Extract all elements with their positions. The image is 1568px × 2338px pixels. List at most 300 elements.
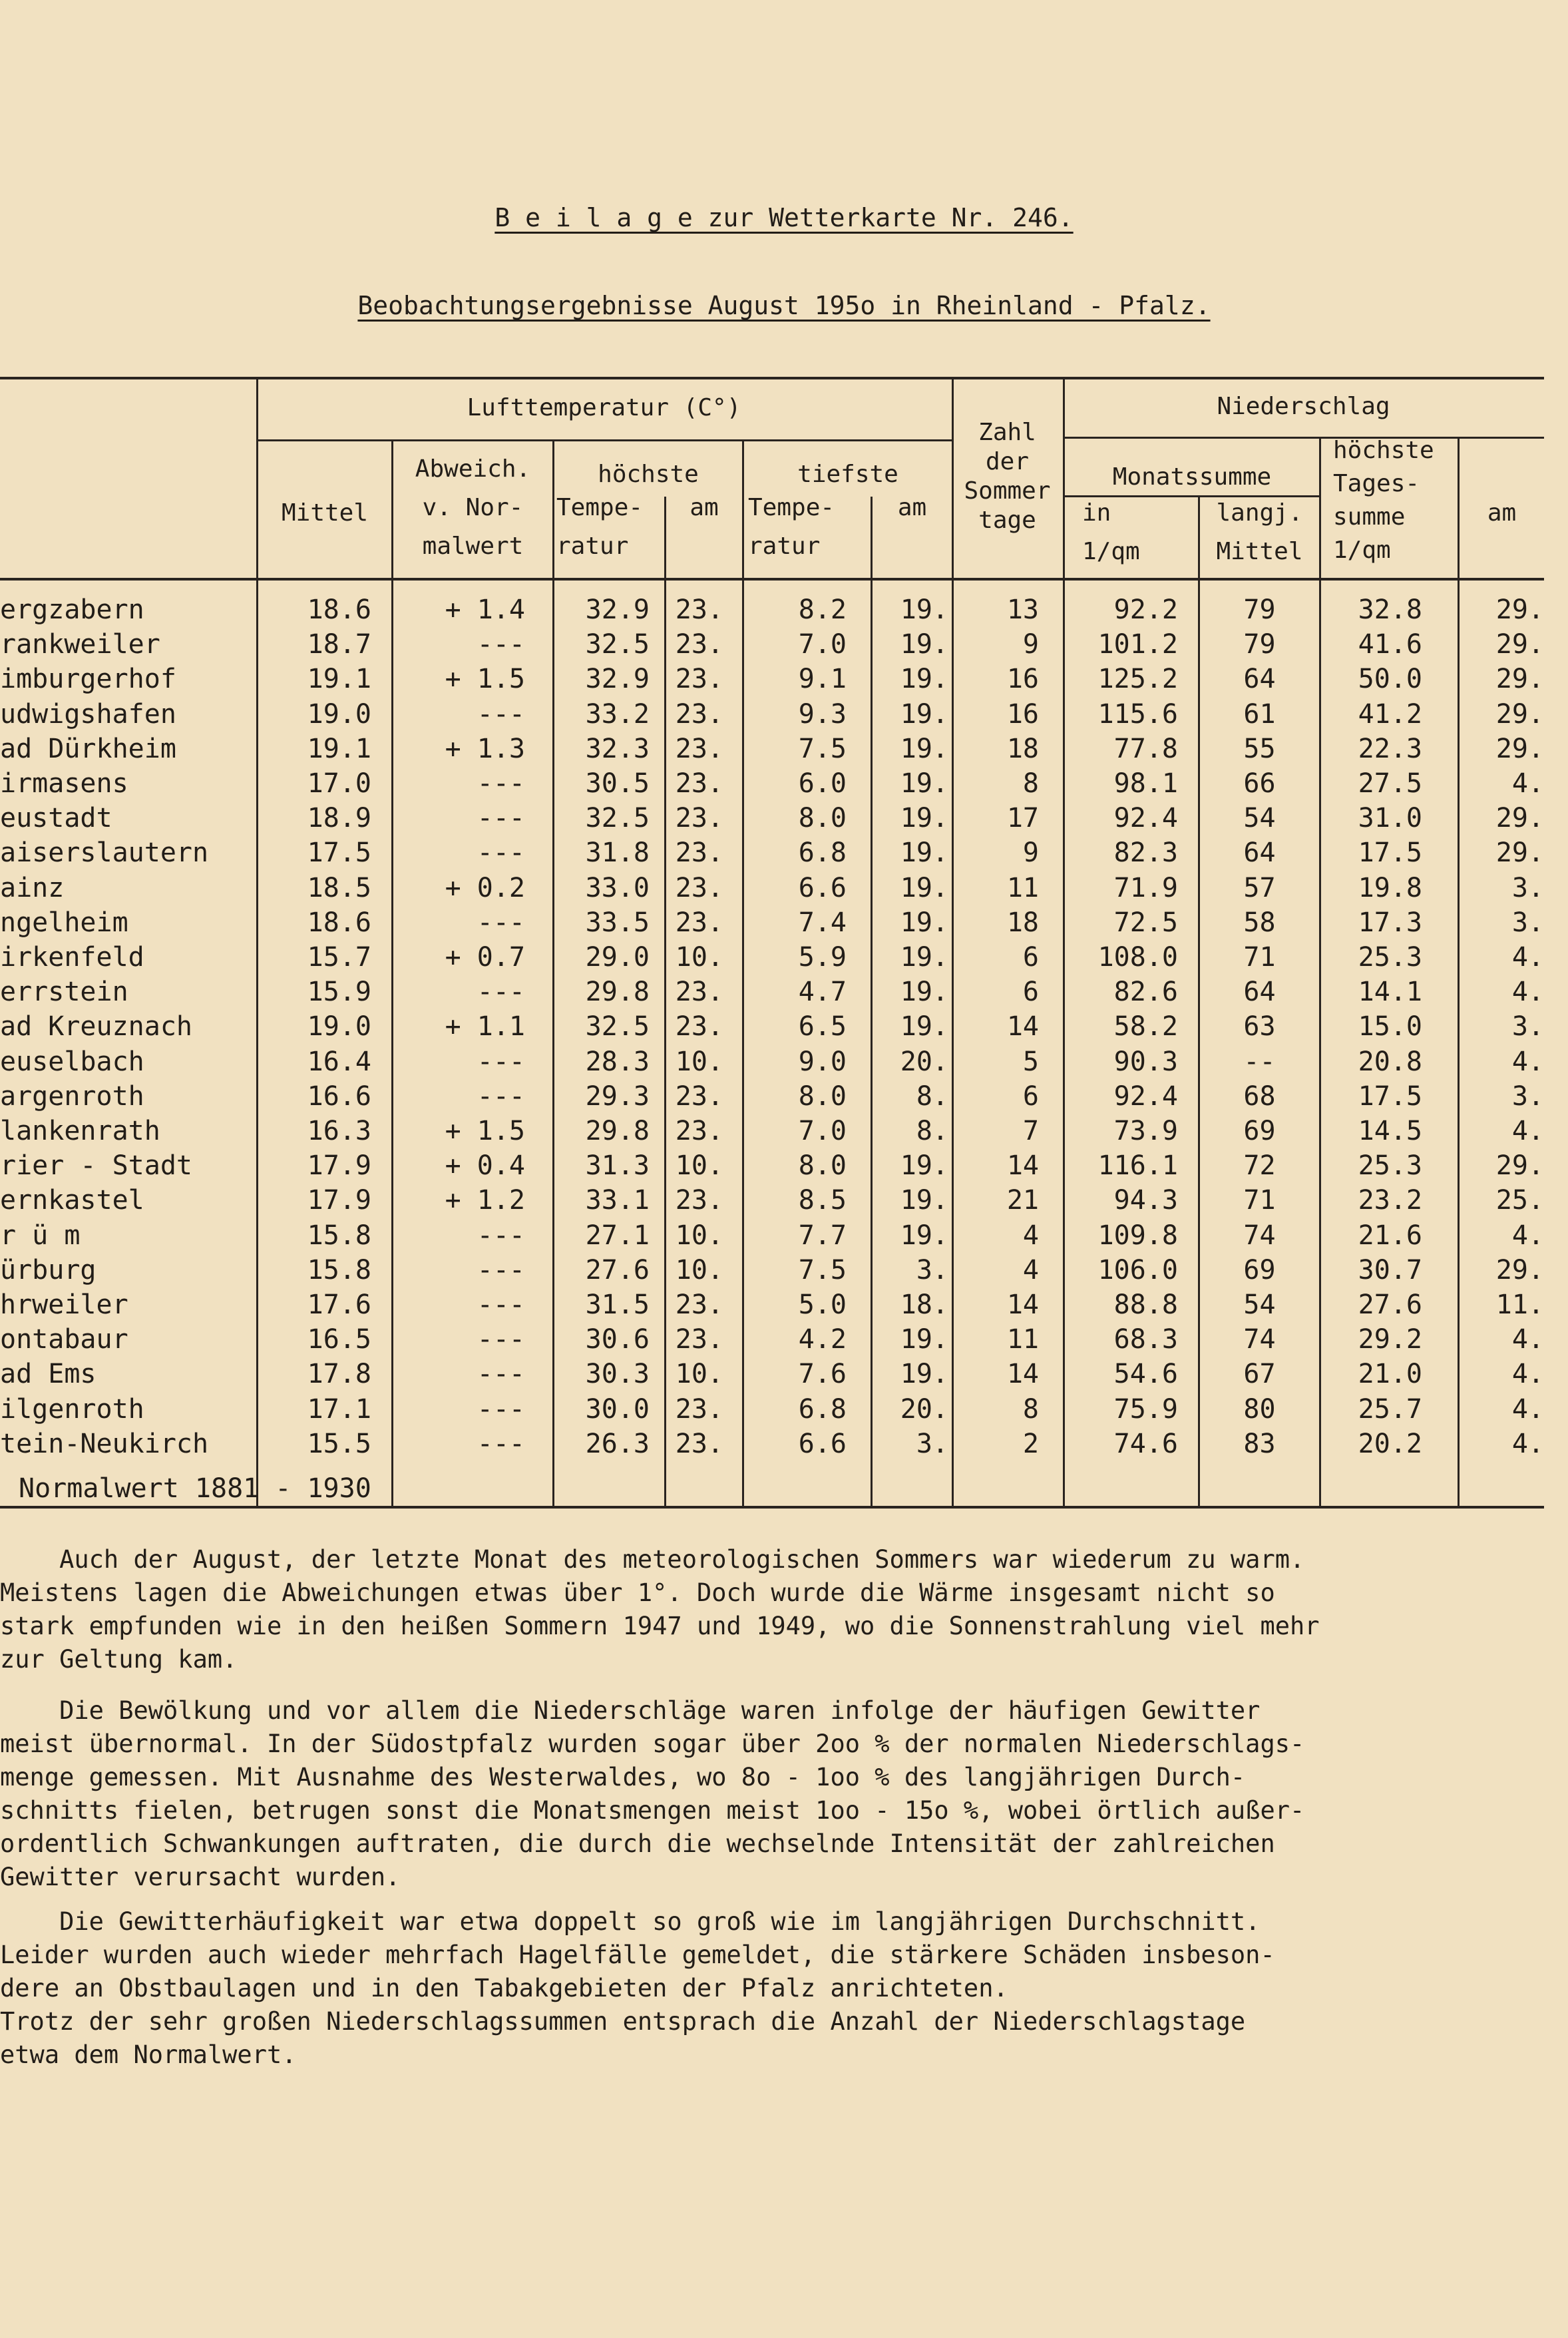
sommertage-value: 9 [1022, 629, 1039, 660]
ns-in-value: 106.0 [1097, 1254, 1178, 1286]
sommertage-value: 2 [1022, 1428, 1039, 1459]
min-am-value: 8. [916, 1080, 948, 1112]
ns-in-value: 73.9 [1113, 1116, 1178, 1146]
ns-in-value: 82.6 [1113, 977, 1178, 1008]
abweich-value: --- [477, 1428, 525, 1459]
min-am-value: 19. [900, 1185, 948, 1216]
max-temp-value: 33.0 [585, 872, 650, 903]
min-am-value: 19. [900, 594, 948, 625]
max-temp-value: 30.0 [585, 1393, 650, 1425]
abweich-value: + 1.5 [445, 664, 525, 695]
abweich-value: --- [477, 803, 525, 834]
normalwert-footnote: Normalwert 1881 - 1930 [19, 1473, 371, 1504]
ns-langj-value: 64 [1243, 837, 1276, 869]
max-am-value: 23. [675, 1011, 723, 1043]
tmax-am-value: 25. [1495, 1185, 1544, 1216]
mittel-value: 17.9 [307, 1185, 371, 1216]
min-temp-value: 8.5 [798, 1185, 847, 1216]
sommertage-value: 4 [1022, 1220, 1039, 1251]
header-ns-in: in 1/qm [1082, 499, 1140, 565]
header-min-temp: Tempe- ratur [748, 494, 835, 560]
mittel-value: 19.1 [307, 664, 371, 695]
sommertage-value: 21 [1006, 1185, 1039, 1216]
mittel-value: 15.9 [307, 977, 371, 1008]
station-name: r ü m [0, 1220, 81, 1251]
sommertage-value: 18 [1006, 733, 1039, 764]
max-temp-value: 30.3 [585, 1359, 650, 1390]
mittel-value: 15.8 [307, 1254, 371, 1286]
min-am-value: 19. [900, 907, 948, 938]
max-temp-value: 32.3 [585, 733, 650, 764]
min-am-value: 19. [900, 1324, 948, 1355]
min-am-value: 3. [916, 1428, 948, 1459]
abweich-value: + 1.2 [445, 1185, 525, 1216]
tmax-am-value: 4. [1511, 1116, 1544, 1146]
ns-langj-value: 66 [1243, 768, 1276, 799]
header-hoechste: höchste [598, 461, 699, 488]
ns-langj-value: 83 [1243, 1428, 1276, 1459]
min-temp-value: 7.6 [798, 1359, 847, 1390]
mittel-value: 18.6 [307, 907, 371, 938]
observation-table [0, 377, 1544, 1509]
ns-in-value: 75.9 [1113, 1393, 1178, 1425]
sommertage-value: 6 [1022, 1080, 1039, 1112]
tmax-value: 27.6 [1358, 1289, 1422, 1320]
ns-langj-value: 80 [1243, 1393, 1276, 1425]
commentary-paragraph: Auch der August, der letzte Monat des meteorologischen Sommers war wiederum zu warm. Meistens lagen die Abweichungen etwas über 1°. Doch wurde die Wärme insgesamt nicht so stark empfunden wie in den heißen Sommern 1947 und 1949, wo die Sonnenstrahlung viel mehr zur Geltung kam. [0, 1545, 1320, 1674]
tmax-value: 20.2 [1358, 1428, 1422, 1459]
ns-in-value: 54.6 [1113, 1359, 1178, 1390]
max-am-value: 10. [675, 1150, 723, 1182]
max-am-value: 23. [675, 698, 723, 730]
header-max-temp: Tempe- ratur [556, 494, 644, 560]
ns-langj-value: 74 [1243, 1220, 1276, 1251]
ns-in-value: 77.8 [1113, 733, 1178, 764]
abweich-value: + 0.4 [445, 1150, 525, 1182]
tmax-am-value: 29. [1495, 837, 1544, 869]
tmax-value: 21.0 [1358, 1359, 1422, 1390]
max-am-value: 23. [675, 768, 723, 799]
tmax-value: 15.0 [1358, 1011, 1422, 1043]
ns-in-value: 115.6 [1097, 698, 1178, 730]
max-am-value: 23. [675, 977, 723, 1008]
niederschlag-rule [1063, 437, 1544, 439]
min-am-value: 19. [900, 837, 948, 869]
max-am-value: 23. [675, 1324, 723, 1355]
station-name: ad Dürkheim [0, 733, 176, 764]
tmax-am-value: 3. [1511, 1011, 1544, 1043]
lufttemperatur-rule [256, 439, 952, 441]
sommertage-value: 14 [1006, 1289, 1039, 1320]
header-hoechste-tagessumme: höchste Tages- summe 1/qm [1333, 437, 1434, 564]
tmax-value: 17.5 [1358, 1080, 1422, 1112]
ns-in-value: 71.9 [1113, 872, 1178, 903]
station-name: ontabaur [0, 1324, 128, 1355]
tmax-value: 41.2 [1358, 698, 1422, 730]
ns-in-value: 94.3 [1113, 1185, 1178, 1216]
sommertage-value: 14 [1006, 1011, 1039, 1043]
tmax-value: 30.7 [1358, 1254, 1422, 1286]
mittel-value: 19.0 [307, 698, 371, 730]
tmax-value: 14.1 [1358, 977, 1422, 1008]
min-temp-value: 7.4 [798, 907, 847, 938]
abweich-value: + 1.4 [445, 594, 525, 625]
header-sommertage: Zahl der Sommer tage [964, 419, 1051, 534]
station-name: tein-Neukirch [0, 1428, 209, 1459]
min-temp-value: 6.6 [798, 872, 847, 903]
tmax-value: 19.8 [1358, 872, 1422, 903]
tmax-am-value: 3. [1511, 1080, 1544, 1112]
tmax-am-value: 4. [1511, 977, 1544, 1008]
abweich-value: + 1.1 [445, 1011, 525, 1043]
ns-langj-value: 72 [1243, 1150, 1276, 1182]
ns-in-value: 116.1 [1097, 1150, 1178, 1182]
sommertage-value: 11 [1006, 1324, 1039, 1355]
tmax-am-value: 3. [1511, 872, 1544, 903]
mittel-value: 16.3 [307, 1116, 371, 1146]
abweich-value: --- [477, 1359, 525, 1390]
max-am-value: 23. [675, 1393, 723, 1425]
mittel-value: 16.4 [307, 1046, 371, 1077]
tmax-am-value: 4. [1511, 942, 1544, 973]
min-temp-value: 4.7 [798, 977, 847, 1008]
station-name: ergzabern [0, 594, 144, 625]
tmax-am-value: 29. [1495, 594, 1544, 625]
abweich-value: --- [477, 1220, 525, 1251]
ns-langj-value: 68 [1243, 1080, 1276, 1112]
min-am-value: 8. [916, 1116, 948, 1146]
min-am-value: 19. [900, 733, 948, 764]
ns-in-value: 90.3 [1113, 1046, 1178, 1077]
tmax-value: 17.3 [1358, 907, 1422, 938]
header-lufttemperatur: Lufttemperatur (C°) [467, 394, 741, 421]
sommertage-value: 13 [1006, 594, 1039, 625]
header-monatssumme: Monatssumme [1112, 463, 1272, 491]
max-am-value: 23. [675, 837, 723, 869]
station-name: imburgerhof [0, 664, 176, 695]
max-am-value: 23. [675, 629, 723, 660]
mittel-value: 15.7 [307, 942, 371, 973]
max-am-value: 23. [675, 1428, 723, 1459]
abweich-value: --- [477, 768, 525, 799]
tmax-value: 25.3 [1358, 942, 1422, 973]
table-top-rule [0, 377, 1544, 379]
sommertage-value: 6 [1022, 942, 1039, 973]
min-am-value: 19. [900, 629, 948, 660]
ns-in-value: 92.4 [1113, 803, 1178, 834]
min-am-value: 19. [900, 872, 948, 903]
header-min-am: am [897, 494, 927, 521]
min-temp-value: 6.6 [798, 1428, 847, 1459]
abweich-value: + 1.5 [445, 1116, 525, 1146]
ns-langj-value: 63 [1243, 1011, 1276, 1043]
abweich-value: --- [477, 1324, 525, 1355]
station-name: rankweiler [0, 629, 160, 660]
mittel-value: 18.9 [307, 803, 371, 834]
ns-in-value: 92.4 [1113, 1080, 1178, 1112]
max-temp-value: 33.5 [585, 907, 650, 938]
abweich-value: --- [477, 629, 525, 660]
min-temp-value: 4.2 [798, 1324, 847, 1355]
abweich-value: --- [477, 1254, 525, 1286]
min-temp-value: 7.5 [798, 733, 847, 764]
abweich-value: --- [477, 977, 525, 1008]
abweich-value: --- [477, 907, 525, 938]
tmax-am-value: 4. [1511, 1046, 1544, 1077]
max-am-value: 23. [675, 1185, 723, 1216]
tmax-value: 14.5 [1358, 1116, 1422, 1146]
max-am-value: 23. [675, 594, 723, 625]
tmax-am-value: 29. [1495, 803, 1544, 834]
min-temp-value: 6.5 [798, 1011, 847, 1043]
station-name: ürburg [0, 1254, 97, 1286]
tmax-value: 22.3 [1358, 733, 1422, 764]
tmax-value: 29.2 [1358, 1324, 1422, 1355]
ns-langj-value: 69 [1243, 1116, 1276, 1146]
min-temp-value: 9.3 [798, 698, 847, 730]
mittel-value: 19.0 [307, 1011, 371, 1043]
max-temp-value: 29.8 [585, 1116, 650, 1146]
min-temp-value: 7.5 [798, 1254, 847, 1286]
station-name: eustadt [0, 803, 112, 834]
station-name: irkenfeld [0, 942, 144, 973]
min-am-value: 19. [900, 698, 948, 730]
tmax-value: 20.8 [1358, 1046, 1422, 1077]
max-temp-value: 33.2 [585, 698, 650, 730]
sommertage-value: 5 [1022, 1046, 1039, 1077]
station-name: ainz [0, 872, 65, 903]
ns-in-value: 88.8 [1113, 1289, 1178, 1320]
max-am-value: 23. [675, 1116, 723, 1146]
tmax-am-value: 4. [1511, 1324, 1544, 1355]
min-temp-value: 8.0 [798, 1150, 847, 1182]
tmax-am-value: 11. [1495, 1289, 1544, 1320]
tmax-am-value: 29. [1495, 1254, 1544, 1286]
station-name: lankenrath [0, 1116, 160, 1146]
mittel-value: 17.0 [307, 768, 371, 799]
tmax-am-value: 29. [1495, 733, 1544, 764]
tmax-am-value: 4. [1511, 768, 1544, 799]
abweich-value: --- [477, 1289, 525, 1320]
min-am-value: 20. [900, 1393, 948, 1425]
ns-in-value: 58.2 [1113, 1011, 1178, 1043]
max-temp-value: 28.3 [585, 1046, 650, 1077]
station-name: ad Kreuznach [0, 1011, 192, 1043]
station-name: rier - Stadt [0, 1150, 192, 1182]
min-am-value: 19. [900, 1359, 948, 1390]
max-am-value: 10. [675, 1046, 723, 1077]
mittel-value: 18.6 [307, 594, 371, 625]
min-am-value: 3. [916, 1254, 948, 1286]
ns-langj-value: 64 [1243, 664, 1276, 695]
min-temp-value: 7.0 [798, 629, 847, 660]
ns-in-value: 125.2 [1097, 664, 1178, 695]
min-am-value: 20. [900, 1046, 948, 1077]
abweich-value: + 1.3 [445, 733, 525, 764]
tmax-value: 23.2 [1358, 1185, 1422, 1216]
ns-in-value: 109.8 [1097, 1220, 1178, 1251]
ns-langj-value: 74 [1243, 1324, 1276, 1355]
tmax-am-value: 29. [1495, 629, 1544, 660]
mittel-value: 17.5 [307, 837, 371, 869]
min-temp-value: 7.0 [798, 1116, 847, 1146]
min-am-value: 19. [900, 1150, 948, 1182]
tmax-am-value: 3. [1511, 907, 1544, 938]
header-ns-langj: langj. Mittel [1216, 499, 1303, 565]
ns-langj-value: 71 [1243, 942, 1276, 973]
sommertage-value: 14 [1006, 1150, 1039, 1182]
ns-langj-value: 57 [1243, 872, 1276, 903]
header-bottom-rule [0, 578, 1544, 581]
max-am-value: 23. [675, 1080, 723, 1112]
abweich-value: --- [477, 698, 525, 730]
max-am-value: 10. [675, 942, 723, 973]
ns-langj-value: 64 [1243, 977, 1276, 1008]
min-am-value: 19. [900, 664, 948, 695]
max-am-value: 10. [675, 1220, 723, 1251]
min-temp-value: 8.2 [798, 594, 847, 625]
tmax-value: 32.8 [1358, 594, 1422, 625]
tmax-value: 25.3 [1358, 1150, 1422, 1182]
min-temp-value: 9.0 [798, 1046, 847, 1077]
station-name: hrweiler [0, 1289, 128, 1320]
abweich-value: --- [477, 837, 525, 869]
max-temp-value: 27.6 [585, 1254, 650, 1286]
min-temp-value: 6.0 [798, 768, 847, 799]
header-tiefste: tiefste [797, 461, 898, 488]
ns-langj-value: 67 [1243, 1359, 1276, 1390]
ns-langj-value: 69 [1243, 1254, 1276, 1286]
max-temp-value: 30.5 [585, 768, 650, 799]
min-temp-value: 9.1 [798, 664, 847, 695]
station-name: irmasens [0, 768, 128, 799]
tmax-value: 50.0 [1358, 664, 1422, 695]
ns-langj-value: -- [1243, 1046, 1276, 1077]
min-temp-value: 5.9 [798, 942, 847, 973]
tmax-am-value: 29. [1495, 664, 1544, 695]
sommertage-value: 7 [1022, 1116, 1039, 1146]
max-am-value: 23. [675, 872, 723, 903]
tmax-am-value: 4. [1511, 1393, 1544, 1425]
min-am-value: 18. [900, 1289, 948, 1320]
tmax-value: 17.5 [1358, 837, 1422, 869]
min-temp-value: 6.8 [798, 837, 847, 869]
max-temp-value: 29.0 [585, 942, 650, 973]
station-name: errstein [0, 977, 128, 1008]
max-temp-value: 32.5 [585, 803, 650, 834]
mittel-value: 16.5 [307, 1324, 371, 1355]
min-am-value: 19. [900, 977, 948, 1008]
station-name: udwigshafen [0, 698, 176, 730]
mittel-value: 15.5 [307, 1428, 371, 1459]
tmax-value: 41.6 [1358, 629, 1422, 660]
min-temp-value: 7.7 [798, 1220, 847, 1251]
mittel-value: 17.8 [307, 1359, 371, 1390]
tmax-am-value: 4. [1511, 1428, 1544, 1459]
max-am-value: 23. [675, 907, 723, 938]
sommertage-value: 8 [1022, 768, 1039, 799]
station-name: ilgenroth [0, 1393, 144, 1425]
min-am-value: 19. [900, 1011, 948, 1043]
ns-in-value: 82.3 [1113, 837, 1178, 869]
min-temp-value: 8.0 [798, 1080, 847, 1112]
min-am-value: 19. [900, 768, 948, 799]
max-am-value: 23. [675, 1289, 723, 1320]
max-temp-value: 29.8 [585, 977, 650, 1008]
ns-langj-value: 79 [1243, 629, 1276, 660]
min-temp-value: 8.0 [798, 803, 847, 834]
max-am-value: 10. [675, 1254, 723, 1286]
max-temp-value: 29.3 [585, 1080, 650, 1112]
abweich-value: + 0.2 [445, 872, 525, 903]
ns-langj-value: 58 [1243, 907, 1276, 938]
commentary-paragraph: Die Gewitterhäufigkeit war etwa doppelt so groß wie im langjährigen Durchschnitt. Leider wurden auch wieder mehrfach Hagelfälle gemeldet, die stärkere Schäden insbeson- dere an Obstbaulagen und in den Tabakgebieten der Pfalz anrichteten. Trotz der sehr großen Niederschlagssummen entsprach die Anzahl der Niederschlagstage etwa dem Normalwert. [0, 1907, 1275, 2069]
station-name: ad Ems [0, 1359, 97, 1390]
tmax-am-value: 29. [1495, 1150, 1544, 1182]
sommertage-value: 16 [1006, 698, 1039, 730]
max-temp-value: 31.8 [585, 837, 650, 869]
max-temp-value: 31.5 [585, 1289, 650, 1320]
tmax-value: 27.5 [1358, 768, 1422, 799]
ns-langj-value: 55 [1243, 733, 1276, 764]
abweich-value: --- [477, 1393, 525, 1425]
sommertage-value: 16 [1006, 664, 1039, 695]
tmax-am-value: 29. [1495, 698, 1544, 730]
mittel-value: 17.6 [307, 1289, 371, 1320]
sommertage-value: 11 [1006, 872, 1039, 903]
ns-langj-value: 71 [1243, 1185, 1276, 1216]
max-temp-value: 32.9 [585, 664, 650, 695]
tmax-value: 31.0 [1358, 803, 1422, 834]
page-title: B e i l a g e zur Wetterkarte Nr. 246. [494, 203, 1074, 232]
station-name: ernkastel [0, 1185, 144, 1216]
sommertage-value: 6 [1022, 977, 1039, 1008]
tmax-value: 21.6 [1358, 1220, 1422, 1251]
max-am-value: 10. [675, 1359, 723, 1390]
mittel-value: 16.6 [307, 1080, 371, 1112]
sommertage-value: 14 [1006, 1359, 1039, 1390]
ns-in-value: 98.1 [1113, 768, 1178, 799]
sommertage-value: 18 [1006, 907, 1039, 938]
min-temp-value: 5.0 [798, 1289, 847, 1320]
ns-in-value: 101.2 [1097, 629, 1178, 660]
min-temp-value: 6.8 [798, 1393, 847, 1425]
ns-in-value: 72.5 [1113, 907, 1178, 938]
max-temp-value: 30.6 [585, 1324, 650, 1355]
ns-langj-value: 79 [1243, 594, 1276, 625]
ns-in-value: 108.0 [1097, 942, 1178, 973]
ns-langj-value: 54 [1243, 1289, 1276, 1320]
station-name: ngelheim [0, 907, 128, 938]
min-am-value: 19. [900, 803, 948, 834]
header-niederschlag: Niederschlag [1217, 393, 1390, 420]
max-am-value: 23. [675, 733, 723, 764]
mittel-value: 19.1 [307, 733, 371, 764]
table-bottom-rule [0, 1506, 1544, 1509]
station-name: euselbach [0, 1046, 144, 1077]
min-am-value: 19. [900, 942, 948, 973]
header-ns-am: am [1487, 499, 1517, 527]
min-am-value: 19. [900, 1220, 948, 1251]
station-name: aiserslautern [0, 837, 209, 869]
max-temp-value: 26.3 [585, 1428, 650, 1459]
ns-in-value: 92.2 [1113, 594, 1178, 625]
max-temp-value: 33.1 [585, 1185, 650, 1216]
page-subtitle: Beobachtungsergebnisse August 195o in Rheinland - Pfalz. [357, 291, 1211, 320]
ns-in-value: 68.3 [1113, 1324, 1178, 1355]
mittel-value: 18.5 [307, 872, 371, 903]
station-name: argenroth [0, 1080, 144, 1112]
